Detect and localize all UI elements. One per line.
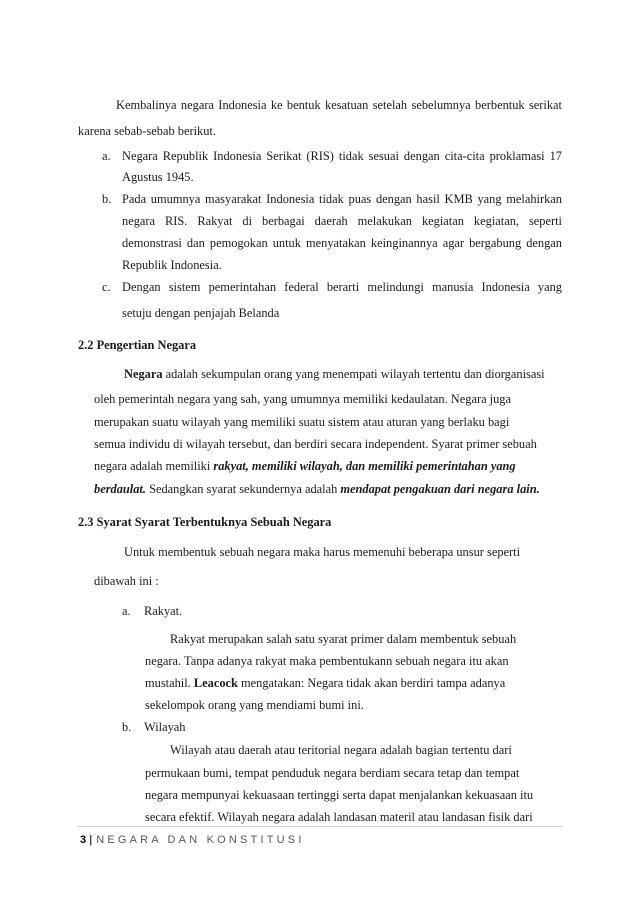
- list1-c-marker: c.: [102, 280, 111, 294]
- sec23-b-line-1: Wilayah atau daerah atau teritorial negara adalah bagian tertentu dari: [170, 743, 512, 757]
- leacock: Leacock: [193, 676, 238, 690]
- sec23-b-marker: b.: [122, 720, 132, 734]
- sec23-a-line-1: Rakyat merupakan salah satu syarat primer dalam membentuk sebuah: [170, 632, 517, 646]
- list1-a-marker: a.: [102, 149, 111, 163]
- sec22-line-6: berdaulat. Sedangkan syarat sekundernya adalah mendapat pengakuan dari negara lain.: [94, 482, 540, 496]
- sec23-a-line-3: mustahil. Leacock mengatakan: Negara tidak akan berdiri tampa adanya: [145, 676, 506, 690]
- sec22-line-3: merupakan suatu wilayah yang memiliki suatu sistem atau aturan yang berlaku bagi: [94, 415, 510, 429]
- list1-a-line-2: Agustus 1945.: [122, 170, 194, 184]
- sec22-line-1: Negara adalah sekumpulan orang yang menempati wilayah tertentu dan diorganisasi: [124, 367, 545, 381]
- sec23-b-line-2: permukaan bumi, tempat penduduk negara berdiam secara tetap dan tempat: [145, 766, 520, 780]
- sec23-b-line-4: secara efektif. Wilayah negara adalah landasan materil atau landasan fisik dari: [145, 810, 533, 824]
- sec23-b-title: Wilayah: [144, 720, 186, 734]
- sec22-line-5: negara adalah memiliki rakyat, memiliki wilayah, dan memiliki pemerintahan yang: [94, 459, 516, 473]
- list1-c-line-2: setuju dengan penjajah Belanda: [122, 306, 280, 320]
- sec22-line-2: oleh pemerintah negara yang sah, yang umumnya memiliki kedaulatan. Negara juga: [94, 392, 512, 406]
- sec23-line-2: dibawah ini :: [94, 574, 159, 588]
- footer-separator: |: [89, 834, 93, 846]
- secondary-requirement: mendapat pengakuan dari negara lain.: [340, 482, 540, 496]
- intro-line-2: karena sebab-sebab berikut.: [78, 124, 216, 138]
- section-2-2-heading: 2.2 Pengertian Negara: [78, 338, 197, 352]
- footer-title: NEGARA DAN KONSTITUSI: [96, 834, 305, 846]
- sec23-a-title: Rakyat.: [144, 604, 183, 618]
- sec23-a-marker: a.: [122, 604, 131, 618]
- sec23-a-line-4: sekelompok orang yang mendiami bumi ini.: [145, 698, 364, 712]
- primary-requirements: rakyat, memiliki wilayah, dan memiliki pemerintahan yang: [213, 459, 516, 473]
- sec23-line-1: Untuk membentuk sebuah negara maka harus memenuhi beberapa unsur seperti: [124, 545, 521, 559]
- sec23-a-line-2: negara. Tanpa adanya rakyat maka pembentukann sebuah negara itu akan: [145, 654, 509, 668]
- list1-b-line-4: Republik Indonesia.: [122, 258, 222, 272]
- term-negara: Negara: [124, 367, 163, 381]
- list1-b-line-3: demonstrasi dan pemogokan untuk menyatakan keinginannya agar bergabung dengan: [122, 236, 562, 250]
- footer-divider: [78, 826, 562, 827]
- sec23-b-line-3: negara mempunyai kekuasaan tertinggi serta dapat menjalankan kekuasaan itu: [145, 788, 534, 802]
- intro-line-1: Kembalinya negara Indonesia ke bentuk kesatuan setelah sebelumnya berbentuk serikat: [116, 98, 562, 112]
- section-2-3-heading: 2.3 Syarat Syarat Terbentuknya Sebuah Negara: [78, 515, 332, 529]
- list1-b-marker: b.: [102, 192, 112, 206]
- sec22-line-4: semua individu di wilayah tersebut, dan berdiri secara independent. Syarat primer sebuah: [94, 437, 537, 451]
- list1-c-line-1: Dengan sistem pemerintahan federal berarti melindungi manusia Indonesia yang: [122, 280, 562, 294]
- list1-b-line-1: Pada umumnya masyarakat Indonesia tidak puas dengan hasil KMB yang melahirkan: [122, 192, 562, 206]
- page-footer: [80, 834, 305, 846]
- list1-a-line-1: Negara Republik Indonesia Serikat (RIS) tidak sesuai dengan cita-cita proklamasi 17: [122, 149, 562, 163]
- list1-b-line-2: negara RIS. Rakyat di berbagai daerah melakukan kegiatan kegiatan, seperti: [122, 214, 562, 228]
- page-number: 3: [80, 834, 87, 846]
